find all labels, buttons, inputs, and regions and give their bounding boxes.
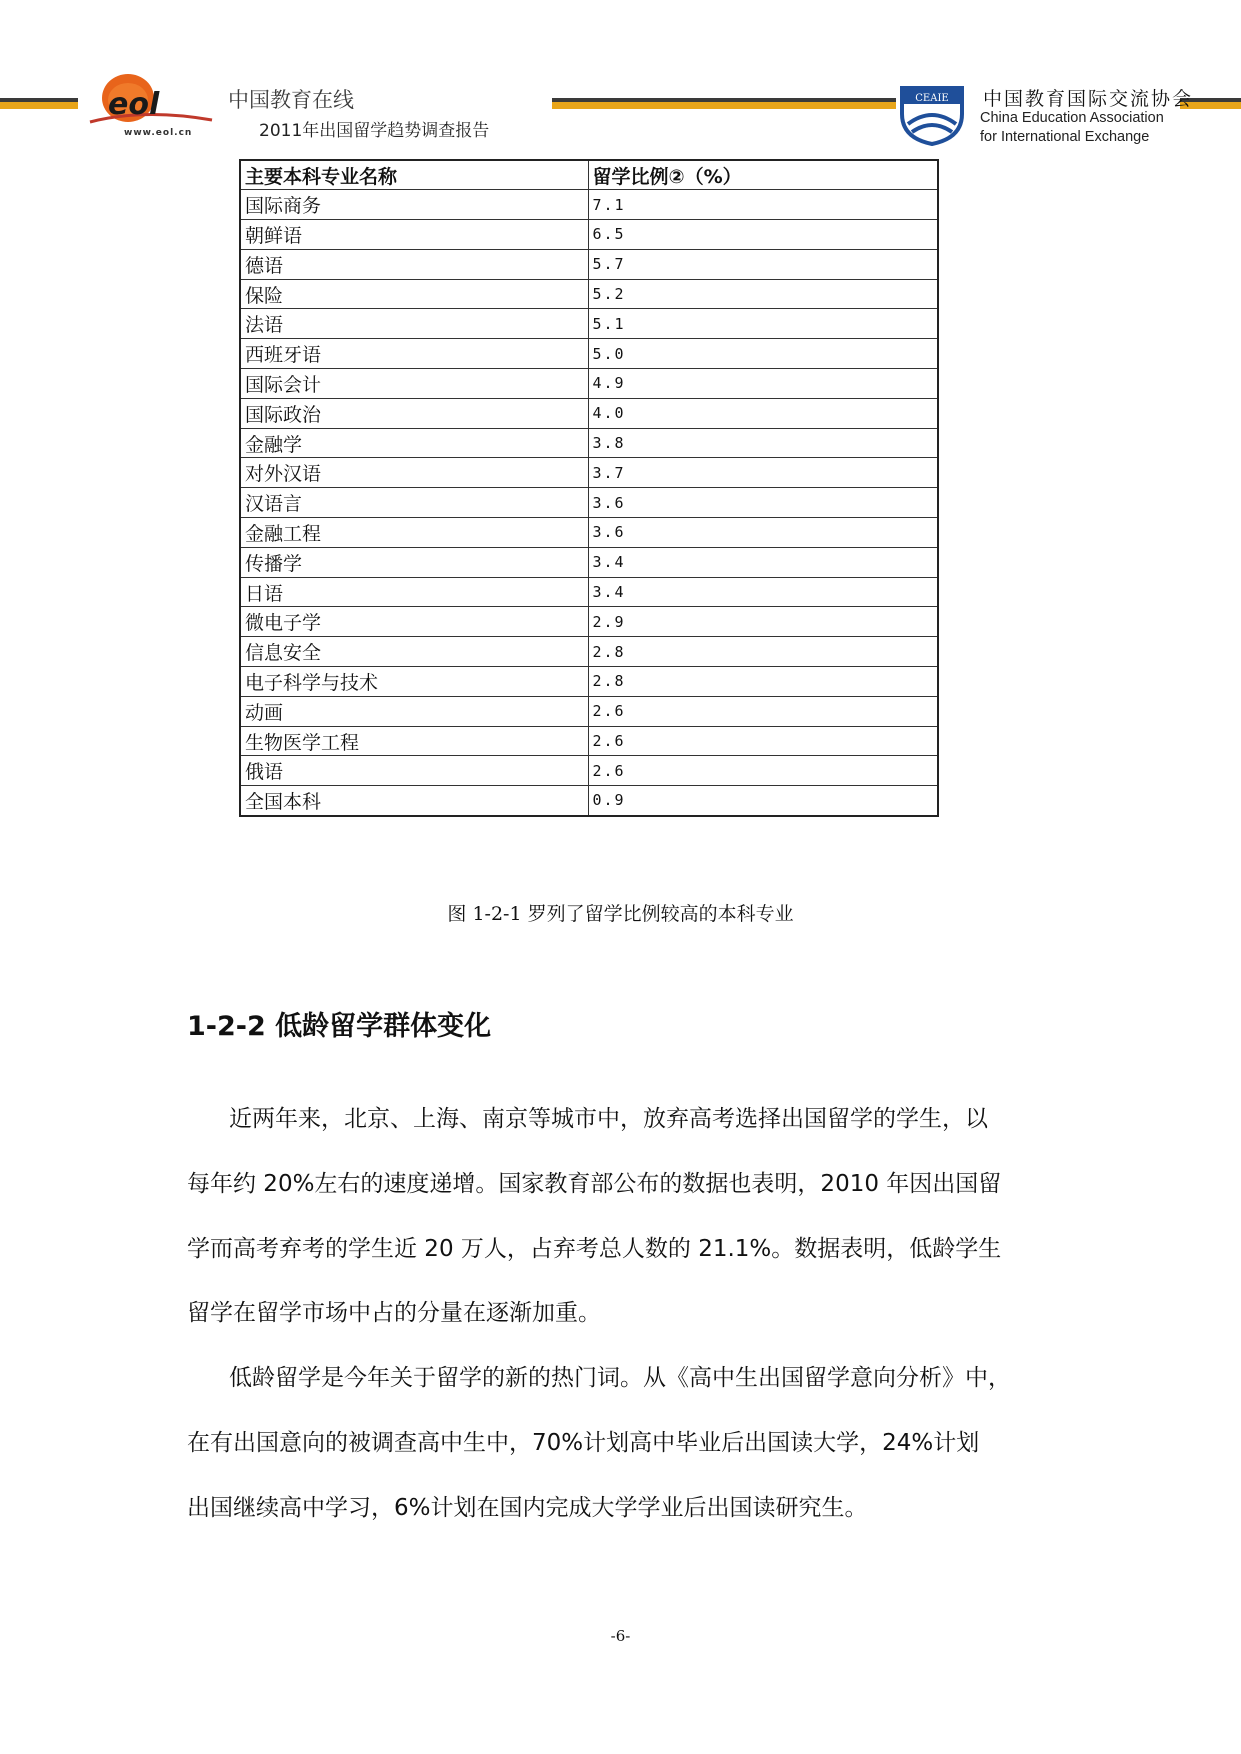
major-name-cell: 日语 [240,577,588,607]
header-site-name: 中国教育在线 [228,88,354,112]
paragraph-line: 低龄留学是今年关于留学的新的热门词。从《高中生出国留学意向分析》中， [229,1365,1011,1391]
major-name-cell: 对外汉语 [240,458,588,488]
assoc-name-cn: 中国教育国际交流协会 [983,88,1194,110]
ratio-value-cell: 0.9 [588,786,938,816]
table-row [240,726,938,756]
table-row [240,607,938,637]
major-name-cell: 微电子学 [240,607,588,637]
major-name-cell: 朝鲜语 [240,220,588,250]
major-name-cell: 俄语 [240,756,588,786]
header-stripe-left [0,98,78,109]
table-row [240,190,938,220]
paragraph-line: 学而高考弃考的学生近 20 万人，占弃考总人数的 21.1%。数据表明，低龄学生 [187,1236,1002,1262]
paragraph-line: 出国继续高中学习，6%计划在国内完成大学学业后出国读研究生。 [187,1495,868,1521]
ratio-value-cell: 4.9 [588,369,938,399]
major-name-cell: 全国本科 [240,786,588,816]
major-name-cell: 金融学 [240,428,588,458]
table-row [240,637,938,667]
assoc-name-en-line1: China Education Association [980,110,1164,126]
major-name-cell: 金融工程 [240,518,588,548]
major-name-cell: 生物医学工程 [240,726,588,756]
ratio-value-cell: 5.2 [588,279,938,309]
ratio-value-cell: 3.4 [588,577,938,607]
ratio-value-cell: 5.0 [588,339,938,369]
major-name-cell: 国际会计 [240,369,588,399]
section-heading: 1-2-2 低龄留学群体变化 [187,1011,492,1042]
ratio-value-cell: 3.4 [588,547,938,577]
major-name-cell: 信息安全 [240,637,588,667]
table-row [240,756,938,786]
table-row [240,458,938,488]
table-row [240,398,938,428]
major-name-cell: 动画 [240,696,588,726]
paragraph-line: 每年约 20%左右的速度递增。国家教育部公布的数据也表明，2010 年因出国留 [187,1171,1002,1197]
ratio-value-cell: 7.1 [588,190,938,220]
table-row [240,339,938,369]
table-row [240,696,938,726]
ratio-value-cell: 3.7 [588,458,938,488]
column-header-major: 主要本科专业名称 [240,160,588,190]
ratio-value-cell: 2.6 [588,696,938,726]
figure-caption: 图 1-2-1 罗列了留学比例较高的本科专业 [447,903,794,925]
table-row [240,279,938,309]
ratio-value-cell: 2.9 [588,607,938,637]
paragraph-line: 近两年来，北京、上海、南京等城市中，放弃高考选择出国留学的学生，以 [229,1106,988,1132]
ratio-value-cell: 2.8 [588,637,938,667]
table-row [240,220,938,250]
header-stripe-middle [552,98,896,109]
major-name-cell: 法语 [240,309,588,339]
table-row [240,577,938,607]
ratio-value-cell: 5.1 [588,309,938,339]
table-row [240,786,938,816]
ratio-value-cell: 2.8 [588,667,938,697]
major-name-cell: 保险 [240,279,588,309]
table-row [240,369,938,399]
major-name-cell: 电子科学与技术 [240,667,588,697]
major-name-cell: 西班牙语 [240,339,588,369]
column-header-ratio: 留学比例②（%） [588,160,938,190]
major-name-cell: 传播学 [240,547,588,577]
major-name-cell: 国际商务 [240,190,588,220]
table-row [240,547,938,577]
eol-url: www.eol.cn [124,128,193,138]
ceaie-badge-text: CEAIE [915,93,949,104]
ratio-value-cell: 3.6 [588,518,938,548]
paragraph-line: 在有出国意向的被调查高中生中，70%计划高中毕业后出国读大学，24%计划 [187,1430,980,1456]
table-row [240,488,938,518]
table-row [240,667,938,697]
table-header-row [240,160,938,190]
ratio-value-cell: 5.7 [588,249,938,279]
major-name-cell: 德语 [240,249,588,279]
assoc-name-en-line2: for International Exchange [980,129,1150,145]
paragraph-line: 留学在留学市场中占的分量在逐渐加重。 [187,1300,601,1326]
ratio-value-cell: 3.8 [588,428,938,458]
header-report-title: 2011年出国留学趋势调查报告 [259,121,490,141]
ratio-value-cell: 4.0 [588,398,938,428]
eol-logo-text: eol [108,87,160,122]
ratio-value-cell: 2.6 [588,756,938,786]
majors-ratio-table [239,159,939,817]
ratio-value-cell: 2.6 [588,726,938,756]
major-name-cell: 汉语言 [240,488,588,518]
table-row [240,428,938,458]
ratio-value-cell: 6.5 [588,220,938,250]
table-row [240,309,938,339]
table-row [240,249,938,279]
ceaie-logo [898,84,966,146]
page-number: -6- [610,1627,631,1645]
major-name-cell: 国际政治 [240,398,588,428]
table-row [240,518,938,548]
ratio-value-cell: 3.6 [588,488,938,518]
